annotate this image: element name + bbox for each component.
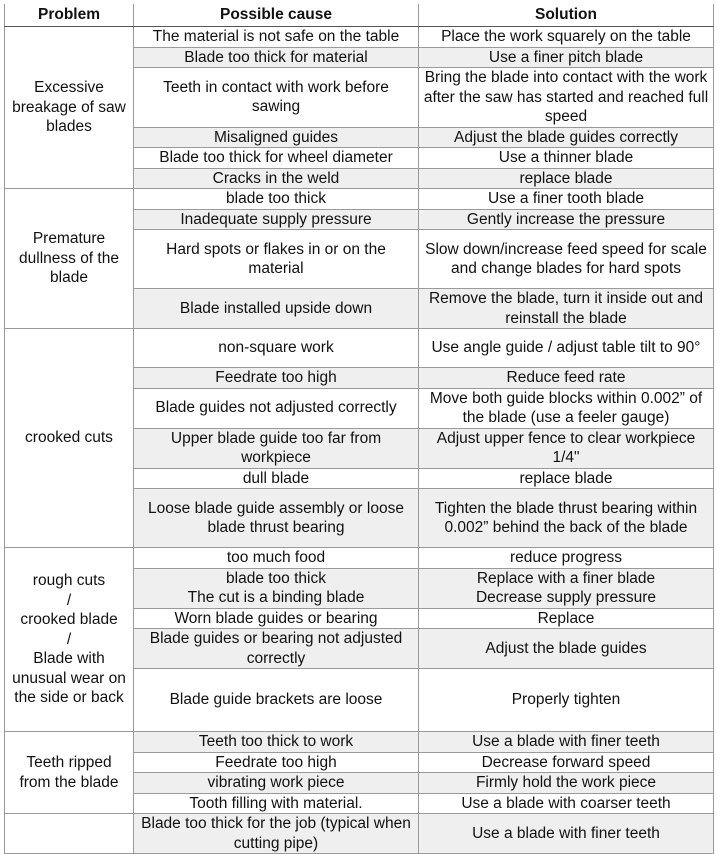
cause-cell [134,209,419,230]
cause-text: Blade guides not adjusted correctly [155,399,397,417]
solution-cell [419,752,714,773]
cause-cell [134,189,419,210]
solution-text: replace blade [519,469,613,487]
solution-cell [419,669,714,732]
cause-text: vibrating work piece [207,774,345,791]
header-row [5,4,714,27]
solution-text: Firmly hold the work piece [475,774,657,791]
cause-text: The material is not safe on the table [152,28,400,45]
solution-text: Adjust upper fence to clear workpiece 1/4" [436,429,696,466]
problem-text: rough cuts / crooked blade / Blade with unusual wear on the side or back [12,572,126,707]
cause-cell [134,168,419,189]
solution-text: Decrease forward speed [481,753,651,771]
solution-text: Use a finer tooth blade [488,190,644,207]
cause-cell [134,289,419,329]
solution-cell [419,489,714,548]
table-row [5,329,714,368]
cause-text: Upper blade guide too far from workpiece [170,429,382,466]
solution-text: Use a blade with finer teeth [472,824,660,842]
solution-cell [419,428,714,468]
solution-text: Use a blade with finer teeth [472,733,660,750]
solution-cell [419,548,714,569]
solution-text: Tighten the blade thrust bearing within 0.002” behind the back of the blade [434,499,698,536]
cause-text: Feedrate too high [215,753,337,771]
cause-cell [134,148,419,169]
solution-cell [419,732,714,753]
solution-text: Replace with a finer blade Decrease supply pressure [475,569,657,606]
cause-text: Worn blade guides or bearing [174,609,378,627]
solution-cell [419,47,714,68]
cause-text: Feedrate too high [215,369,337,386]
solution-cell [419,368,714,389]
cause-cell [134,548,419,569]
solution-text: Slow down/increase feed speed for scale and change blades for hard spots [425,240,707,277]
table-row [5,548,714,569]
solution-text: Bring the blade into contact with the work after the saw has started and reached full speed [423,69,709,125]
solution-text: Reduce feed rate [506,369,626,386]
cause-text: Blade too thick for material [184,48,368,66]
cause-text: Inadequate supply pressure [180,210,372,228]
problem-text: Excessive breakage of saw blades [12,79,126,136]
solution-text: Use a finer pitch blade [488,48,644,66]
solution-cell [419,168,714,189]
cause-text: blade too thick [226,190,326,207]
cause-text: Loose blade guide assembly or loose blade thrust bearing [148,499,404,536]
cause-cell [134,468,419,489]
problem-cell [5,189,134,329]
problem-cell [5,27,134,189]
cause-cell [134,568,419,608]
solution-text: Remove the blade, turn it inside out and reinstall the blade [428,290,703,327]
table-row [5,814,714,854]
cause-text: Blade too thick for the job (typical when cutting pipe) [141,815,411,852]
cause-cell [134,752,419,773]
solution-cell [419,568,714,608]
problem-cell [5,548,134,732]
solution-cell [419,148,714,169]
cause-text: Tooth filling with material. [189,794,363,812]
solution-text: Move both guide blocks within 0.002” of the blade (use a feeler gauge) [429,389,703,426]
troubleshooting-table [4,4,714,854]
cause-text: blade too thick The cut is a binding blade [187,569,365,606]
solution-text: Use angle guide / adjust table tilt to 90° [431,339,701,357]
solution-text: Adjust the blade guides correctly [453,128,679,146]
cause-text: non-square work [218,339,334,357]
cause-cell [134,388,419,428]
solution-text: Use a blade with coarser teeth [461,794,671,812]
cause-text: Teeth too thick to work [198,733,354,750]
solution-cell [419,329,714,368]
problem-cell [5,814,134,854]
cause-text: too much food [226,549,326,566]
cause-text: Hard spots or flakes in or on the material [166,240,386,277]
solution-cell [419,793,714,814]
solution-cell [419,209,714,230]
cause-cell [134,127,419,148]
solution-text: replace blade [519,169,613,187]
solution-cell [419,189,714,210]
cause-cell [134,793,419,814]
cause-cell [134,428,419,468]
cause-cell [134,47,419,68]
table-row [5,27,714,48]
table-body [5,27,714,854]
solution-cell [419,814,714,854]
header-possible-cause: Possible cause [134,4,419,27]
solution-text: Place the work squarely on the table [441,28,691,45]
solution-text: Properly tighten [511,691,621,709]
solution-cell [419,608,714,629]
cause-text: Teeth in contact with work before sawing [163,78,389,116]
cause-text: Misaligned guides [213,128,339,146]
problem-text: Teeth ripped from the blade [19,754,119,791]
cause-cell [134,608,419,629]
solution-text: reduce progress [509,549,622,566]
problem-text: Premature dullness of the blade [19,230,119,287]
solution-cell [419,388,714,428]
solution-cell [419,230,714,289]
header-problem: Problem [5,4,134,27]
problem-cell [5,732,134,814]
solution-cell [419,68,714,128]
solution-cell [419,629,714,669]
cause-cell [134,814,419,854]
solution-text: Gently increase the pressure [466,210,666,228]
cause-cell [134,68,419,128]
cause-cell [134,230,419,289]
solution-cell [419,27,714,48]
solution-text: Adjust the blade guides [485,639,647,657]
header-solution: Solution [419,4,714,27]
cause-text: Blade installed upside down [179,299,373,317]
cause-text: Blade guides or bearing not adjusted correctly [149,630,403,667]
cause-cell [134,329,419,368]
solution-text: Use a thinner blade [498,149,634,166]
table-row [5,189,714,210]
solution-cell [419,127,714,148]
cause-text: dull blade [242,469,310,487]
cause-cell [134,773,419,794]
problem-text: crooked cuts [25,429,113,447]
solution-cell [419,773,714,794]
cause-cell [134,27,419,48]
solution-text: Replace [537,609,595,627]
cause-cell [134,732,419,753]
cause-cell [134,669,419,732]
cause-text: Blade guide brackets are loose [169,691,383,709]
table-row [5,732,714,753]
solution-cell [419,289,714,329]
solution-cell [419,468,714,489]
cause-cell [134,489,419,548]
problem-cell [5,329,134,548]
cause-text: Cracks in the weld [212,169,340,187]
cause-text: Blade too thick for wheel diameter [159,149,393,166]
cause-cell [134,368,419,389]
cause-cell [134,629,419,669]
